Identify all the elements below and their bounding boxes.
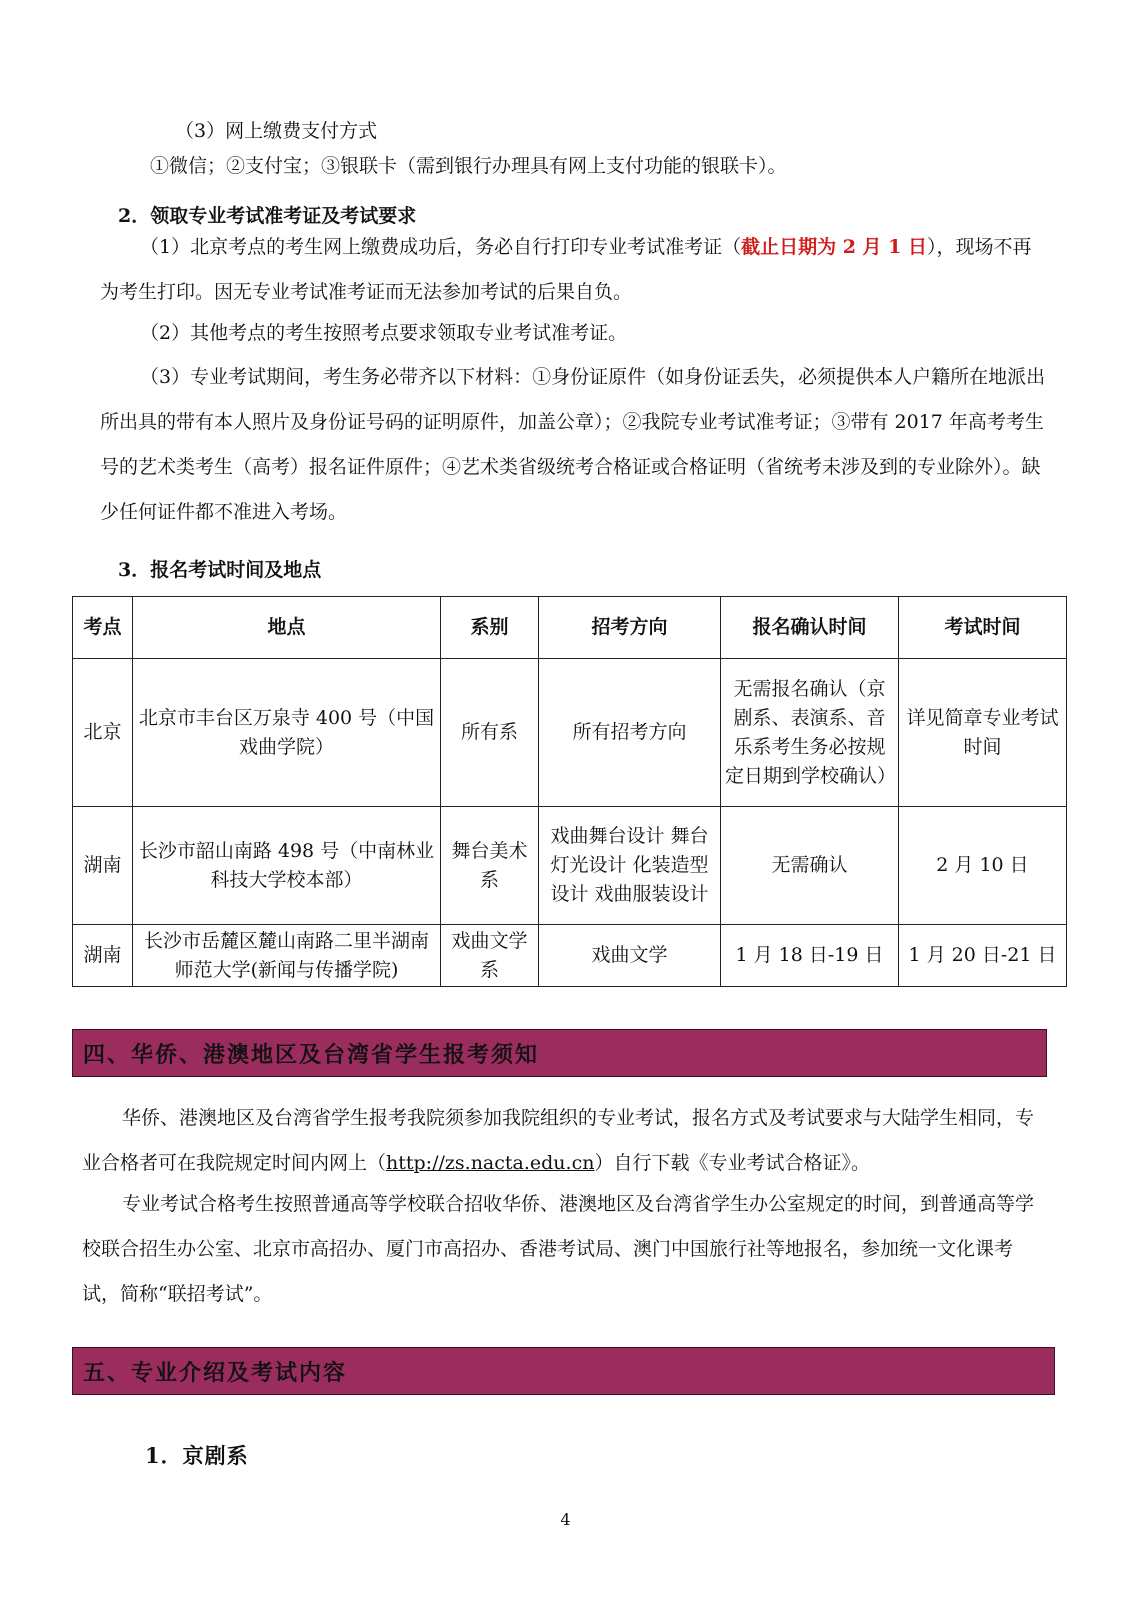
admissions-site-link[interactable]: http://zs.nacta.edu.cn [386,1152,595,1174]
s4-p1-text-b: ）自行下载《专业考试合格证》。 [594,1152,870,1174]
section-4-title: 四、华侨、港澳地区及台湾省学生报考须知 [83,1041,540,1068]
cell-direction: 所有招考方向 [539,659,721,807]
exam-location-table [72,596,1067,987]
table-heading: 3．报名考试时间及地点 [118,559,322,581]
cell-confirm-time: 无需报名确认（京剧系、表演系、音乐系考生务必按规定日期到学校确认） [721,659,899,807]
cell-exam-time: 1 月 20 日-21 日 [899,925,1067,987]
header-department: 系别 [441,597,539,659]
section-5-bar [72,1347,1055,1395]
admit-paragraph-3: （3）专业考试期间，考生务必带齐以下材料：①身份证原件（如身份证丢失，必须提供本人户籍所在地派出所出具的带有本人照片及身份证号码的证明原件，加盖公章）；②我院专业考试准考证；③带有 2017 年高考考生号的艺术类考生（高考）报名证件原件；④艺术类省级统考合格证或合格证明（省统考未涉及到的专业除外）。缺少任何证件都不准进入考场。 [100,366,1046,523]
header-address: 地点 [133,597,441,659]
cell-exam-time: 详见简章专业考试时间 [899,659,1067,807]
admit-p1-text-b: ），现场不再为考生打印。因无专业考试准考证而无法参加考试的后果自负。 [100,236,1032,303]
cell-direction: 戏曲舞台设计 舞台灯光设计 化装造型设计 戏曲服装设计 [539,807,721,925]
cell-address: 长沙市岳麓区麓山南路二里半湖南师范大学(新闻与传播学院) [133,925,441,987]
section-5-item-1: 1．京剧系 [145,1443,249,1468]
cell-department: 所有系 [441,659,539,807]
cell-department: 戏曲文学系 [441,925,539,987]
deadline-highlight: 截止日期为 2 月 1 日 [741,236,927,258]
cell-site: 湖南 [73,807,133,925]
section-4-paragraph-2: 专业考试合格考生按照普通高等学校联合招收华侨、港澳地区及台湾省学生办公室规定的时间，到普通高等学校联合招生办公室、北京市高招办、厦门市高招办、香港考试局、澳门中国旅行社等地报名，参加统一文化课考试，简称“联招考试”。 [82,1193,1035,1305]
admit-heading: 2．领取专业考试准考证及考试要求 [118,205,417,227]
table-row [73,925,1067,987]
table-row [73,659,1067,807]
cell-confirm-time: 无需确认 [721,807,899,925]
table-row [73,807,1067,925]
cell-exam-time: 2 月 10 日 [899,807,1067,925]
cell-confirm-time: 1 月 18 日-19 日 [721,925,899,987]
pay-methods-text: ①微信；②支付宝；③银联卡（需到银行办理具有网上支付功能的银联卡）。 [150,155,787,177]
cell-site: 湖南 [73,925,133,987]
table-header-row [73,597,1067,659]
admit-paragraph-1 [100,225,1048,315]
header-exam-site: 考点 [73,597,133,659]
cell-address: 北京市丰台区万泉寺 400 号（中国戏曲学院） [133,659,441,807]
cell-department: 舞台美术系 [441,807,539,925]
cell-site: 北京 [73,659,133,807]
page-number: 4 [560,1510,571,1529]
header-exam-time: 考试时间 [899,597,1067,659]
header-confirm-time: 报名确认时间 [721,597,899,659]
cell-address: 长沙市韶山南路 498 号（中南林业科技大学校本部） [133,807,441,925]
section-4-paragraph-1 [82,1096,1048,1186]
admit-p1-text-a: （1）北京考点的考生网上缴费成功后，务必自行打印专业考试准考证（ [140,236,742,258]
admit-paragraph-2: （2）其他考点的考生按照考点要求领取专业考试准考证。 [140,322,628,344]
pay-method-heading: （3）网上缴费支付方式 [175,120,378,142]
section-5-title: 五、专业介绍及考试内容 [83,1359,348,1386]
s4-p1-text-a: 华侨、港澳地区及台湾省学生报考我院须参加我院组织的专业考试，报名方式及考试要求与大陆学生相同，专业合格者可在我院规定时间内网上（ [82,1107,1035,1174]
section-4-bar [72,1029,1047,1077]
cell-direction: 戏曲文学 [539,925,721,987]
header-direction: 招考方向 [539,597,721,659]
